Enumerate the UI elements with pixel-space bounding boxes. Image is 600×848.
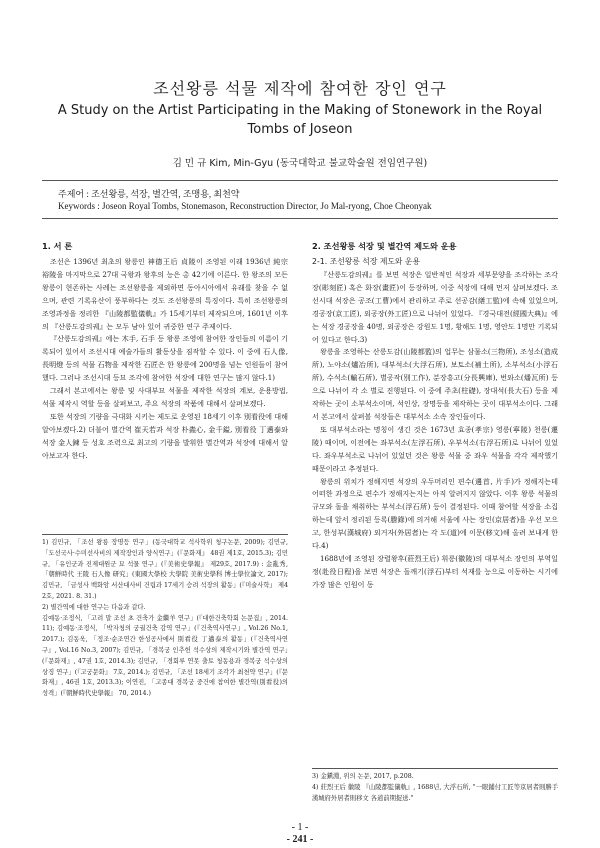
author-line: 김 민 규 Kim, Min-Gyu (동국대학교 불교학술원 전임연구원) bbox=[172, 158, 428, 169]
body-paragraph: 또 대부석소라는 명칭이 생긴 것은 1673년 효종(孝宗) 영릉(寧陵) 천릉(遷陵) 때이며, 이전에는 좌부석소(左浮石所), 우부석소(右浮石所)로 나뉘어 있었다. 좌우부석소로 나뉘어 있었던 것은 왕릉 석물 중 좌우 석물을 각각 제작했기 때문이라고 추정된다. bbox=[312, 424, 558, 473]
body-paragraph: 1688년에 조영된 장렬왕후(莊烈王后) 휘릉(徽陵)의 대부석소 장인의 부역일정(赴役日程)을 보면 석장은 돌깨기(浮石)부터 석재를 능으로 이동하는 시기에 가장 많은 인원이 동 bbox=[312, 553, 558, 589]
section-heading-system: 2. 조선왕릉 석장 및 별간역 제도와 운용 bbox=[312, 241, 457, 251]
keywords-english: Keywords : Joseon Royal Tombs, Stonemason, Reconstruction Director, Jo Mal-ryong, Choe Cheonyak bbox=[58, 201, 432, 211]
right-column bbox=[312, 240, 558, 592]
paper-title-english: A Study on the Artist Participating in the Making of Stonework in the Royal Tombs of Joseon bbox=[57, 103, 543, 137]
body-paragraph: 『산릉도감의궤』에는 木手, 石手 등 왕릉 조영에 참여한 장인들의 이름이 기록되어 있어서 조선시대 예술가들의 활동상을 짐작할 수 있다. 이 중에 石人像, 長明燈 등의 석물 石物을 제작한 石匠은 한 왕릉에 200명을 넘는 인원들이 참여했다. 그러나 조선시대 등묘 조각에 참여한 석장에 대한 연구는 많지 않다.1) bbox=[42, 334, 288, 383]
journal-page-number: - 241 - bbox=[286, 834, 314, 845]
left-footnotes bbox=[42, 538, 288, 700]
body-paragraph: 왕릉의 위치가 정해지면 석장의 우두머리인 편수(邊首, 片手)가 정해지는데 어떠한 과정으로 편수가 정해지는지는 아직 알려지지 않았다. 이후 왕릉 석물의 규모와 돌을 채취하는 부석소(浮石所) 등이 결정된다. 이때 참여할 석장을 소집하는데 앞서 정리된 등록(謄錄)에 의거해 서울에 사는 장인(京居者)을 우선 모으고, 한성부(漢城府) 외거자(外居者)는 각 도(道)에 이문(移文)해 올려 보내게 한다.4) bbox=[312, 476, 558, 551]
paper-title-korean: 조선왕릉 석물 제작에 참여한 장인 연구 bbox=[153, 79, 447, 98]
page-number: - 1 - bbox=[291, 822, 309, 833]
body-paragraph: 『산릉도감의궤』를 보면 석장은 일반적인 석장과 세부문양을 조각하는 조각장(彫刻匠) 혹은 화장(畫匠)이 등장하며, 이중 석장에 대해 먼저 살펴보겠다. 조선시대 석장은 공조(工曹)에서 관리하고 주로 선공감(繕工監)에 속해 있었으며, 경공장(京工匠), 외공장(外工匠)으로 나뉘어 있었다. 『경국대전(經國大典)』에는 석장 경공장을 40명, 외공장은 강원도 1명, 황해도 1명, 영안도 1명만 기록되어 있다고 한다.3) bbox=[312, 270, 559, 344]
body-paragraph: 그래서 본고에서는 왕릉 및 사대부묘 석물을 제작한 석장의 계보, 운용방법, 석물 제작시 역할 등을 살펴보고, 주요 석장의 작품에 대해서 살펴보겠다. bbox=[42, 386, 288, 408]
right-footnote-rule bbox=[312, 768, 558, 769]
left-column bbox=[42, 240, 288, 463]
footnote: 3) 金鎭淵, 위의 논문, 2017, p.208. bbox=[312, 773, 414, 780]
footnote: 김예동·조정식, 「고려 말 조선 초 건축가 金繼羊 연구」(『대한건축학회 논문집』, 2014.11); 김예동·조정식, 「박자청의 궁궐건축 감역 연구」(『건축역사연구』, Vol.26 No.1, 2017.); 김동욱, 「정조·순조연간 한성공사에서 別看役 丁邁泰의 활동」(『건축역사연구』, Vol.16 No.3, 2007); 김민규, 「경복궁 인추헌 석수상의 제작시기와 별간역 연구」(『문화재』, 47권 1호, 2014.3); 김민규, 「경회루 연못 출토 청동용과 경복궁 석수상의 상징 연구」(『고궁문화』 7호, 2014.); 김민규, 「조선 18세기 조각가 최천약 연구」(『문화재』, 46권 1호, 2013.3); 이연진, 「고종대 경복궁 중건에 참여한 별간역(別看役)의 성격」(『朝鮮時代史學報』 70, 2014.) bbox=[42, 614, 288, 698]
section-heading-introduction: 1. 서 론 bbox=[42, 241, 73, 251]
body-paragraph: 조선은 1396년 최초의 왕릉인 神德王后 貞陵이 조영된 이래 1936년 純宗 裕陵을 마지막으로 27대 국왕과 왕후의 능은 총 42기에 이른다. 한 왕조의 모든 왕릉이 현존하는 사례는 조선왕릉을 제외하면 동아시아에서 유래를 찾을 수 없으며, 관련 기록유산이 풍부하다는 것도 조선왕릉의 특징이다. 특히 조선왕릉의 조영과정을 정리한 『山陵都監儀軌』가 15세기부터 제작되으며, 1601년 이후의 『산릉도감의궤』는 모두 남아 있어 귀중한 연구 주제이다. bbox=[42, 257, 288, 331]
footnote: 4) 莊烈王后 徽陵 『山陵都監儀軌』, 1688년, 大浮石所, "一眼鋪付工匠等京居者則勝手 漢城府外居者則移文 各道前期捉送." bbox=[312, 783, 558, 802]
keywords-top-rule bbox=[42, 180, 558, 181]
left-footnote-rule bbox=[42, 534, 288, 535]
keywords-bottom-rule bbox=[42, 218, 558, 219]
body-paragraph: 왕릉을 조영하는 산릉도감(山陵都監)의 업무는 삼물소(三物所), 조성소(造成所), 노야소(爐冶所), 대부석소(大浮石所), 보토소(補土所), 소부석소(小浮石所), 수석소(輸石所), 별공작(別工作), 분장흥고(分長興庫), 번와소(燔瓦所) 등으로 나뉘어 각 소 별로 진행된다. 이 중에 주초(柱礎), 장대석(長大石) 등을 제작하는 곳이 소부석소이며, 석인상, 장명등을 제작하는 곳이 대부석소이다. 그래서 본고에서 살펴볼 석장들은 대부석소 소속 장인들이다. bbox=[312, 347, 558, 421]
keywords-korean: 주제어 : 조선왕릉, 석장, 별간역, 조맹용, 최천약 bbox=[58, 189, 240, 199]
footnote: 2) 별간역에 대한 연구는 다음과 같다. bbox=[42, 603, 146, 611]
body-paragraph: 또한 석장의 기량을 극대화 시키는 제도로 운영된 18세기 이후 別看役에 대해 알아보겠다.2) 더불어 별간역 崔天若과 석장 朴㽓心, 金千鎰, 別看役 丁邁泰와 석장 金人鍊 등 성호 조력으로 최고의 기량을 발휘한 별간역과 석장에 대해서 알아보고자 한다. bbox=[42, 411, 288, 460]
subsection-heading: 2-1. 조선왕릉 석장 제도와 운용 bbox=[312, 257, 420, 266]
footnote: 1) 김민규, 「조선 왕릉 장명등 연구」(동국대학교 석사학위 청구논문, 2009); 김민규, 「도선국사·수미선사비의 제작장인과 양식연구」(『문화재』 48권 제1호, 2015.3); 김민규, 「유인군과 진제대원군 묘 석물 연구」(『美術史學報』 제29호, 2017.9) : 金亂秀, 「朝鮮時代 王陵 石人像 研究」(東國大學校 大學院 美術史學科 博士學位論文, 2017); 김민규, 「금성사 백화암 서산대사비 건립과 17세기 승려 석장의 활동」(『미술사학』 제42호, 2021. 8. 31.) bbox=[42, 539, 288, 600]
right-footnotes bbox=[312, 772, 558, 804]
